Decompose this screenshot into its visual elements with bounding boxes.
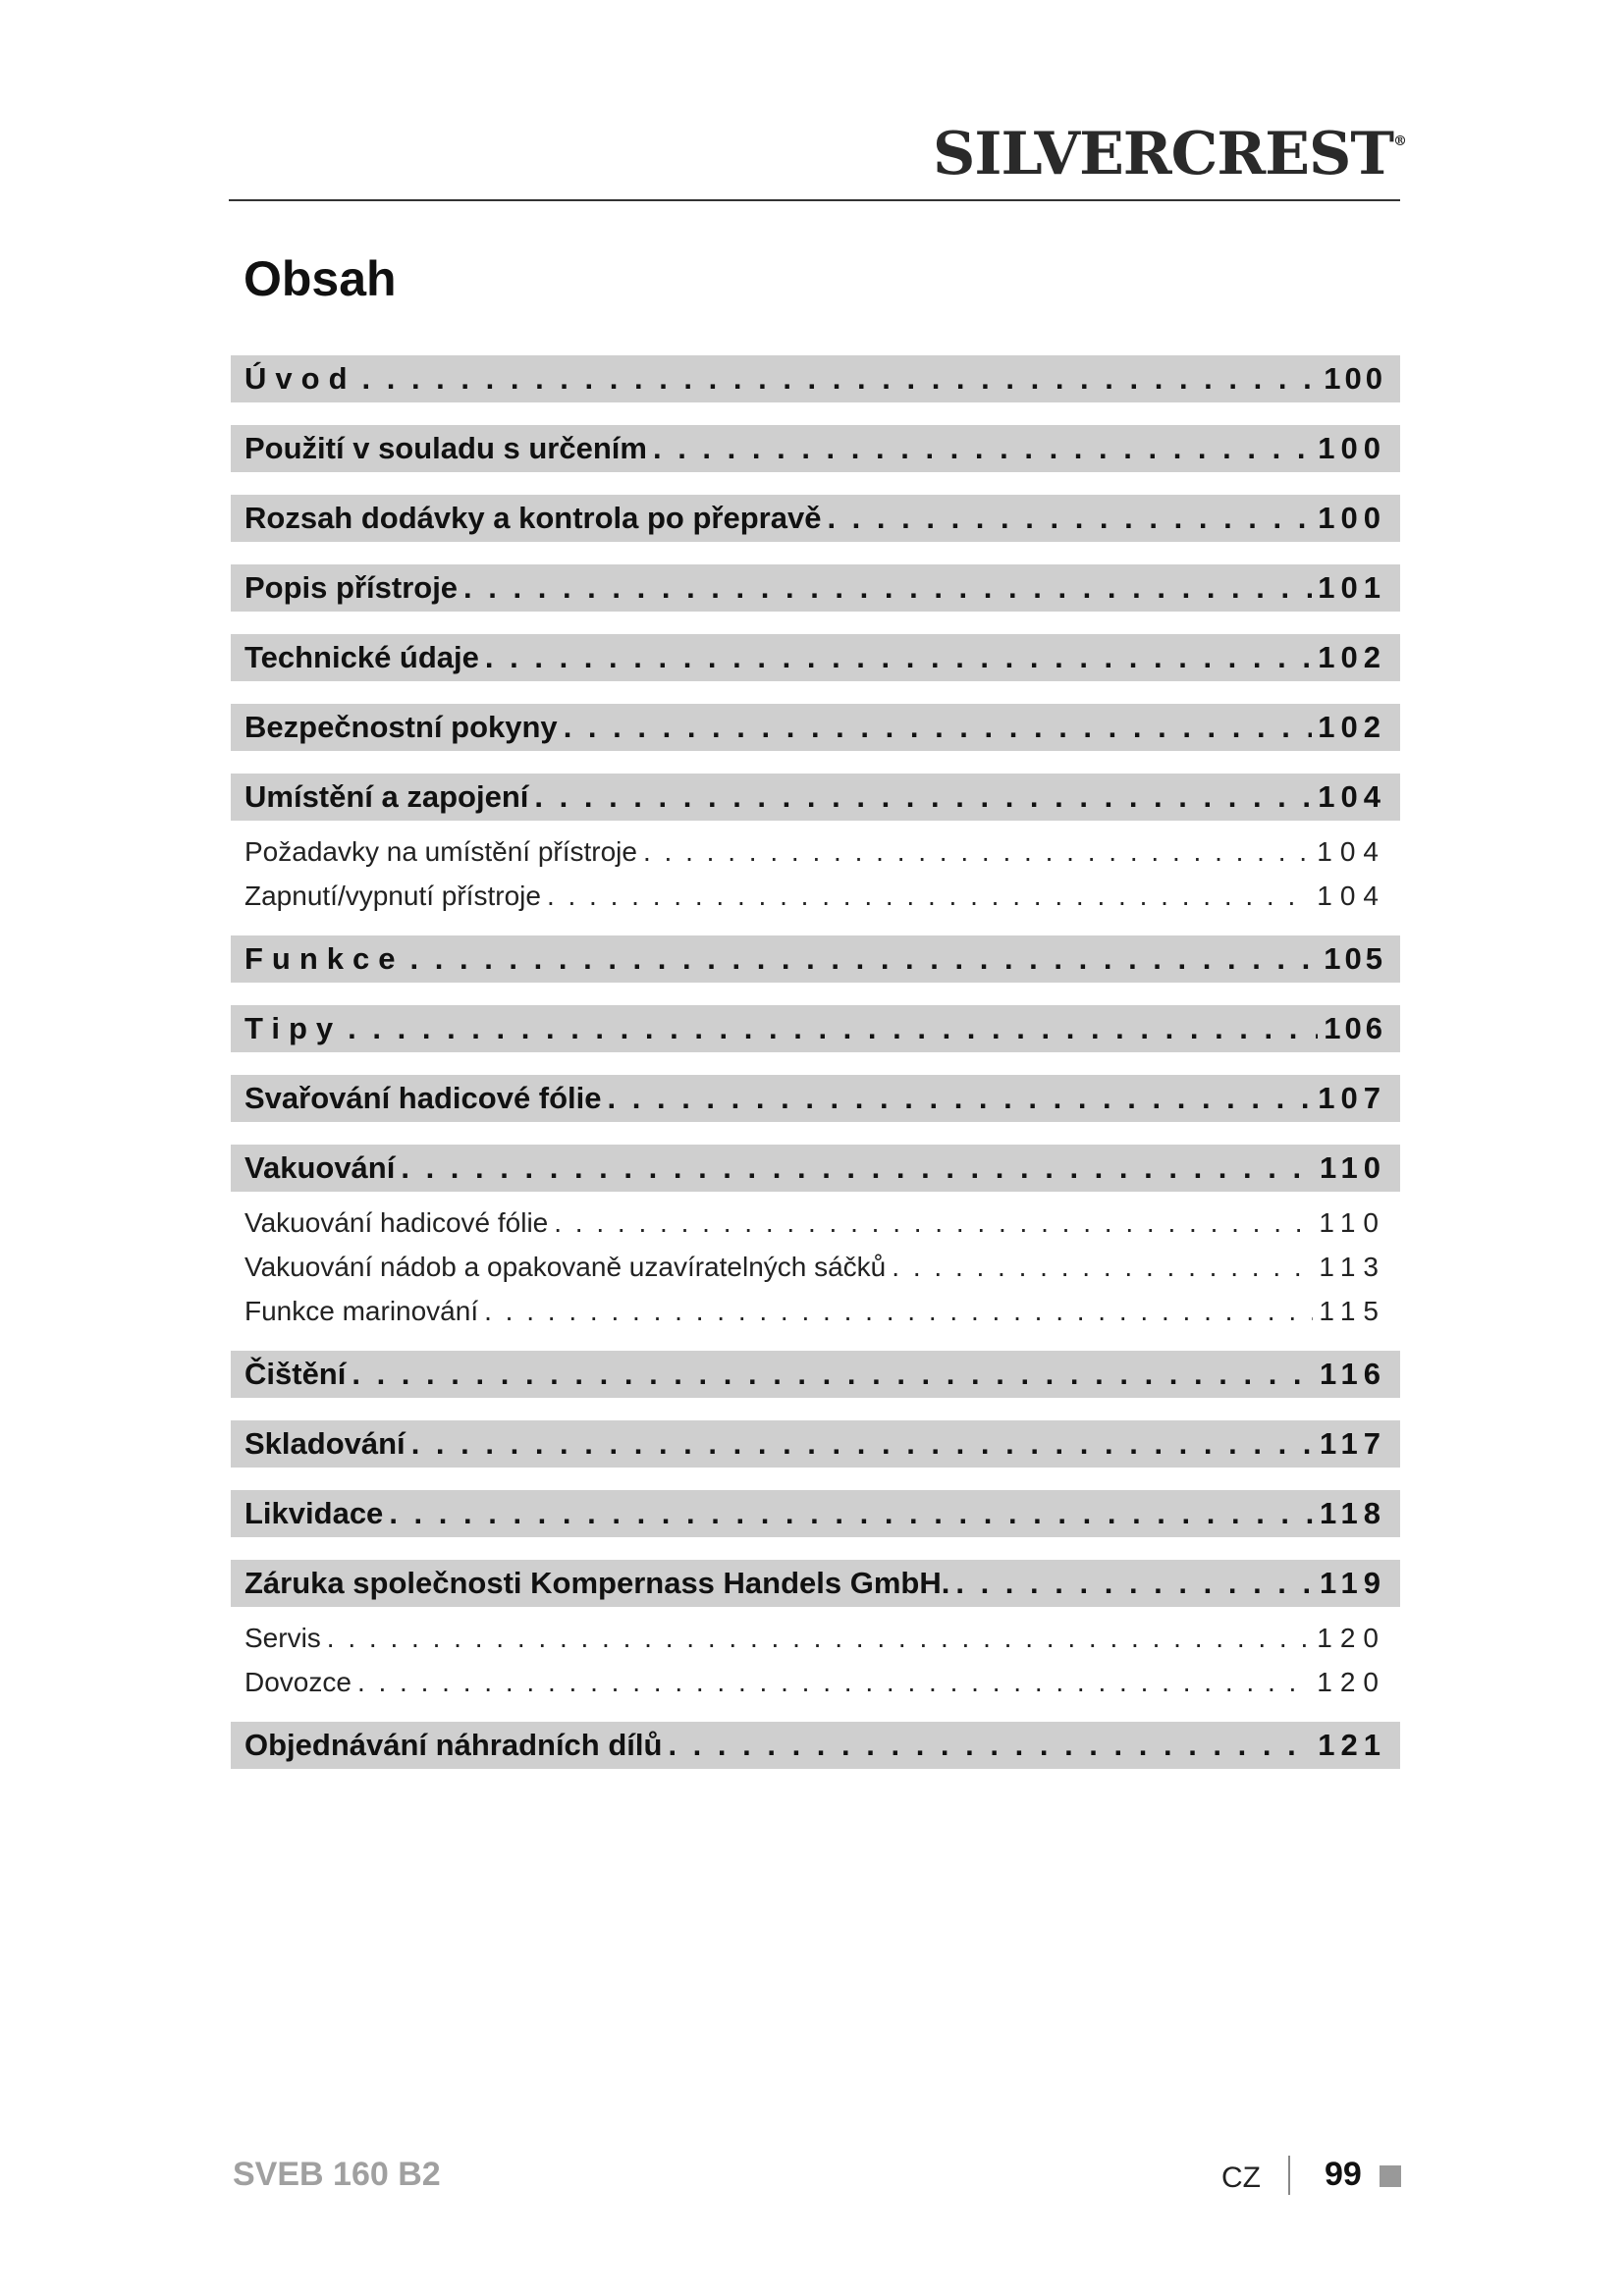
toc-section-page: 105 (1324, 941, 1386, 976)
toc-subsection[interactable] (231, 874, 1400, 918)
toc-section-page: 119 (1319, 1566, 1386, 1600)
toc-leader (668, 1728, 1312, 1763)
toc-section-page: 118 (1319, 1496, 1386, 1530)
toc-section[interactable] (231, 1560, 1400, 1607)
brand-logo (933, 120, 1406, 188)
toc-section-label: Likvidace (244, 1496, 384, 1530)
toc-section-page: 117 (1319, 1426, 1386, 1461)
toc-section[interactable] (231, 1005, 1400, 1052)
toc-section-page: 101 (1318, 570, 1386, 605)
toc-section-page: 107 (1318, 1081, 1386, 1115)
toc-section[interactable] (231, 1075, 1400, 1122)
toc-leader (362, 361, 1319, 397)
toc-leader (463, 570, 1312, 606)
toc-section-page: 100 (1318, 501, 1386, 535)
toc-subsection-label: Zapnutí/vypnutí přístroje (244, 880, 541, 911)
toc-section-label: Objednávání náhradních dílů (244, 1728, 663, 1762)
toc-leader (401, 1150, 1314, 1186)
toc-subsection-label: Vakuování nádob a opakovaně uzavíratelných sáčků (244, 1251, 887, 1282)
toc-section-label: Popis přístroje (244, 570, 459, 605)
footer-language: CZ (1221, 2162, 1261, 2194)
toc-section-page: 104 (1318, 779, 1386, 814)
toc-section-label: Skladování (244, 1426, 406, 1461)
registered-mark: ® (1393, 133, 1406, 149)
toc-section-label: Bezpečnostní pokyny (244, 710, 558, 744)
toc-leader (410, 941, 1319, 977)
toc-subsection-label: Servis (244, 1622, 321, 1653)
toc-section-page: 100 (1318, 431, 1386, 465)
toc-subsection[interactable] (231, 1289, 1400, 1333)
toc-subsection[interactable] (231, 1245, 1400, 1289)
toc-section[interactable] (231, 355, 1400, 402)
toc-section-page: 121 (1318, 1728, 1386, 1762)
toc-section-label: Úvod (244, 361, 356, 396)
toc-section[interactable] (231, 1145, 1400, 1192)
toc-leader (547, 881, 1311, 912)
toc-subsection-page: 113 (1319, 1251, 1386, 1282)
toc-subsection-page: 115 (1319, 1295, 1386, 1326)
toc-section-label: Funkce (244, 941, 405, 976)
toc-section-page: 102 (1318, 640, 1386, 674)
toc-section[interactable] (231, 1351, 1400, 1398)
toc-section-page: 116 (1319, 1357, 1386, 1391)
toc-subsection-page: 120 (1317, 1666, 1386, 1697)
toc-leader (411, 1426, 1314, 1462)
toc-section[interactable] (231, 774, 1400, 821)
toc-section[interactable] (231, 935, 1400, 983)
toc-leader (643, 836, 1311, 868)
toc-subsection-label: Požadavky na umístění přístroje (244, 835, 637, 867)
footer-model: SVEB 160 B2 (233, 2156, 441, 2193)
toc-subsection-label: Vakuování hadicové fólie (244, 1206, 549, 1238)
toc-subsection[interactable] (231, 1616, 1400, 1660)
toc-leader (653, 431, 1312, 466)
toc-subsection-page: 104 (1317, 835, 1386, 867)
toc-subsection[interactable] (231, 829, 1400, 874)
header-rule (229, 199, 1400, 201)
toc-section-label: Čištění (244, 1357, 347, 1391)
toc-section[interactable] (231, 564, 1400, 612)
table-of-contents (231, 355, 1400, 1791)
toc-section-label: Umístění a zapojení (244, 779, 529, 814)
footer-square-icon (1380, 2165, 1401, 2187)
toc-leader (484, 1296, 1313, 1327)
toc-section-page: 106 (1324, 1011, 1386, 1045)
toc-section-label: Tipy (244, 1011, 343, 1045)
toc-leader (892, 1252, 1313, 1283)
toc-subsection-label: Dovozce (244, 1666, 352, 1697)
toc-leader (348, 1011, 1318, 1046)
toc-section[interactable] (231, 634, 1400, 681)
toc-leader (955, 1566, 1314, 1601)
toc-leader (327, 1623, 1311, 1654)
toc-section-label: Použití v souladu s určením (244, 431, 647, 465)
toc-section-page: 102 (1318, 710, 1386, 744)
toc-leader (564, 710, 1313, 745)
toc-leader (352, 1357, 1314, 1392)
brand-name: SILVERCREST (933, 120, 1393, 188)
footer-separator (1288, 2156, 1290, 2195)
toc-leader (534, 779, 1312, 815)
toc-section-label: Technické údaje (244, 640, 479, 674)
toc-subsections (231, 1616, 1400, 1704)
toc-leader (608, 1081, 1313, 1116)
toc-section-label: Rozsah dodávky a kontrola po přepravě (244, 501, 822, 535)
toc-subsections (231, 1201, 1400, 1333)
toc-section-page: 110 (1319, 1150, 1386, 1185)
toc-leader (485, 640, 1312, 675)
toc-section[interactable] (231, 425, 1400, 472)
toc-section-label: Záruka společnosti Kompernass Handels GmbH. (244, 1566, 950, 1600)
toc-subsection-label: Funkce marinování (244, 1295, 479, 1326)
toc-leader (554, 1207, 1313, 1239)
footer-page-number: 99 (1325, 2156, 1362, 2193)
toc-section-page: 100 (1324, 361, 1386, 396)
toc-section-label: Svařování hadicové fólie (244, 1081, 602, 1115)
toc-section[interactable] (231, 1490, 1400, 1537)
toc-section-label: Vakuování (244, 1150, 396, 1185)
toc-subsections (231, 829, 1400, 918)
toc-leader (357, 1667, 1311, 1698)
toc-section[interactable] (231, 1722, 1400, 1769)
toc-section[interactable] (231, 1420, 1400, 1468)
toc-subsection-page: 120 (1317, 1622, 1386, 1653)
toc-subsection[interactable] (231, 1660, 1400, 1704)
toc-section[interactable] (231, 704, 1400, 751)
toc-subsection-page: 110 (1319, 1206, 1386, 1238)
toc-subsection[interactable] (231, 1201, 1400, 1245)
toc-leader (827, 501, 1312, 536)
toc-section[interactable] (231, 495, 1400, 542)
page-title: Obsah (244, 251, 397, 306)
toc-subsection-page: 104 (1317, 880, 1386, 911)
toc-leader (389, 1496, 1314, 1531)
